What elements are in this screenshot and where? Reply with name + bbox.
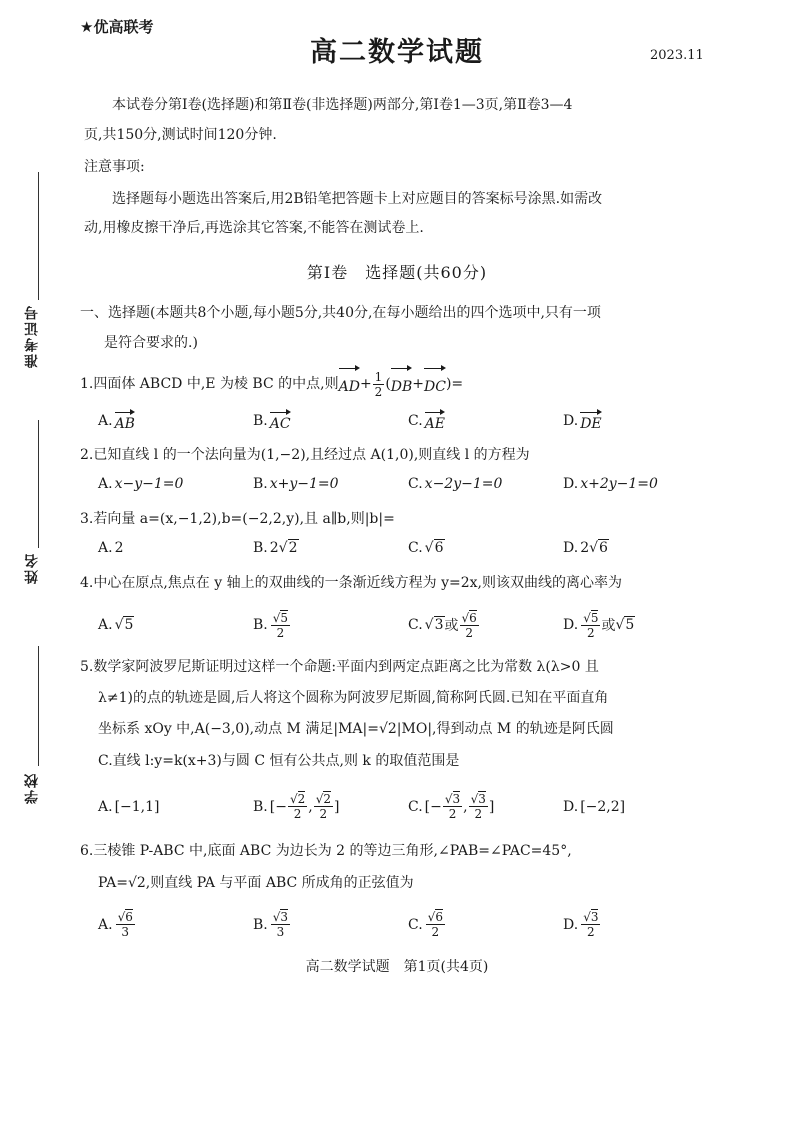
q6-option-b [253,910,408,939]
option-label: D. [563,540,579,556]
denominator: 3 [121,925,130,939]
question-5-line-3: 坐标系 xOy 中,A(−3,0),动点 M 满足|MA|=√2|MO|,得到动点 M 的轨迹是阿氏圆 [98,721,614,737]
option-label: A. [98,413,113,429]
q6-option-c [408,910,563,939]
q3-option-c [408,540,563,556]
question-4-stem: 4.中心在原点,焦点在 y 轴上的双曲线的一条渐近线方程为 y=2x,则该双曲线的离心率为 [80,575,622,591]
option-label: B. [253,617,268,633]
numerator: √3 [272,910,289,924]
fraction [460,611,479,640]
q4-option-c [408,611,563,640]
bracket-close: ] [488,798,495,815]
q1-plus-2: + [412,376,425,392]
bracket-open: [− [424,798,442,815]
q1-vector-db: DB [391,366,413,402]
question-6-options [98,910,718,939]
option-text: [−2,2] [580,798,626,815]
side-line-middle [38,420,39,548]
comma: , [463,798,468,815]
q3-option-a [98,540,253,556]
question-6-line-1: 6.三棱锥 P-ABC 中,底面 ABC 为边长为 2 的等边三角形,∠PAB=∠PAC=45°, [80,843,572,859]
question-5-line-2: λ≠1)的点的轨迹是圆,后人将这个圆称为阿波罗尼斯圆,简称阿氏圆.已知在平面直角 [98,690,609,706]
radicand: 2 [288,540,298,556]
name-label: 姓名 [24,552,40,584]
option-coef: 2 [114,540,124,556]
q2-option-b [253,476,408,492]
section-title: 第Ⅰ卷 选择题(共60分) [306,263,488,282]
q1-vector-dc: DC [424,366,446,402]
radicand: 5 [124,617,134,633]
comma: , [308,798,313,815]
question-1-stem [80,366,710,402]
q1-option-b [253,410,408,432]
option-label: C. [408,413,423,429]
question-5-line-4: C.直线 l:y=k(x+3)与圆 C 恒有公共点,则 k 的取值范围是 [98,753,460,769]
option-coef: 2 [580,540,590,556]
intro-line-2: 页,共150分,测试时间120分钟. [84,127,277,143]
denominator: 2 [293,807,302,821]
or-text: 或 [601,618,616,634]
question-4-options [98,610,718,640]
q3-option-b [253,540,408,556]
radicand: 5 [625,617,635,633]
option-text: x+y−1=0 [269,476,339,492]
q1-paren-open: ( [385,376,391,392]
exam-date: 2023.11 [650,48,704,63]
question-2-stem: 2.已知直线 l 的一个法向量为(1,−2),且经过点 A(1,0),则直线 l 的方程为 [80,447,530,463]
denominator: 2 [431,925,440,939]
brand-label: ★优高联考 [80,18,154,36]
radicand: 6 [469,610,477,625]
radicand: 2 [323,792,331,806]
q5-option-a [98,799,253,815]
sqrt-symbol: √5 [615,617,635,633]
fraction [288,792,307,821]
fraction [469,792,488,821]
numerator: √2 [315,792,331,806]
question-1-options [98,410,718,432]
q1-half-den: 2 [374,384,383,399]
exam-id-label: 准考证号 [24,304,40,368]
option-coef: 2 [269,540,279,556]
option-label: C. [408,476,423,492]
option-label: C. [408,916,423,933]
numerator: √6 [461,610,477,625]
denominator: 2 [319,807,328,821]
q1-paren-close: )= [445,376,464,392]
denominator: 2 [587,625,595,640]
denominator: 3 [276,925,285,939]
sqrt-symbol: √6 [424,540,444,556]
q2-option-a [98,476,253,492]
fraction [443,792,462,821]
option-text: x−y−1=0 [114,476,184,492]
q1-plus: + [359,376,372,392]
side-line-bottom [38,646,39,766]
sqrt-symbol: √6 [589,540,608,556]
radicand: 5 [590,610,599,625]
option-label: A. [98,476,113,492]
page-footer: 高二数学试题 第1页(共4页) [305,959,489,975]
option-vector: AB [115,410,135,432]
denominator: 2 [465,625,473,640]
radicand: 6 [435,910,443,924]
radicand: 5 [280,611,289,625]
radicand: 2 [297,792,306,806]
q1-vector-ad: AD [339,366,360,402]
fraction [271,910,290,939]
notice-line-2: 动,用橡皮擦干净后,再选涂其它答案,不能答在测试卷上. [84,220,424,236]
numerator: √6 [117,910,133,924]
numerator: √3 [444,792,461,806]
q1-option-d [563,410,718,432]
option-label: D. [563,413,579,429]
radicand: 6 [599,540,608,556]
radicand: 6 [434,540,444,556]
question-3-options [98,540,718,556]
bracket-open: [− [269,798,287,815]
denominator: 2 [448,807,457,821]
question-5-line-1: 5.数学家阿波罗尼斯证明过这样一个命题:平面内到两定点距离之比为常数 λ(λ>0 且 [80,659,599,675]
bracket-close: ] [334,798,340,815]
q6-option-a [98,910,253,939]
page-title: 高二数学试题 [310,37,484,68]
option-text: x+2y−1=0 [580,476,658,492]
numerator: √5 [272,611,289,625]
option-vector: AE [425,410,445,432]
option-text: x−2y−1=0 [424,476,503,492]
notice-title: 注意事项: [84,159,145,175]
q5-option-d [563,799,718,815]
question-2-options [98,476,718,492]
denominator: 2 [276,626,285,640]
intro-line-1: 本试卷分第Ⅰ卷(选择题)和第Ⅱ卷(非选择题)两部分,第Ⅰ卷1—3页,第Ⅱ卷3—4 [112,97,573,113]
fraction [581,611,600,640]
radicand: 3 [452,792,461,806]
sqrt-symbol: √5 [114,617,134,633]
question-5-options [98,792,718,821]
fraction [581,910,600,939]
option-label: D. [563,476,579,492]
radicand: 6 [125,910,133,924]
fraction [314,792,333,821]
denominator: 2 [587,925,595,939]
option-label: D. [563,798,579,815]
q4-option-a [98,617,253,633]
question-3-stem: 3.若向量 a=(x,−1,2),b=(−2,2,y),且 a∥b,则|b|= [80,511,395,527]
q4-option-b [253,610,408,640]
q5-option-c [408,792,563,821]
q5-option-b [253,792,408,821]
q1-option-a [98,410,253,432]
notice-line-1: 选择题每小题选出答案后,用2B铅笔把答题卡上对应题目的答案标号涂黑.如需改 [112,191,603,207]
option-label: D. [563,916,579,933]
q1-half-fraction [373,370,385,399]
q4-option-d [563,611,718,640]
school-label: 学校 [24,772,40,804]
q2-option-d [563,476,718,492]
sqrt-symbol: √2 [278,540,298,556]
option-label: B. [253,413,268,429]
section-instruction-1: 一、选择题(本题共8个小题,每小题5分,共40分,在每小题给出的四个选项中,只有一项 [80,305,601,321]
radicand: 3 [590,910,599,924]
option-label: C. [408,617,423,633]
denominator: 2 [474,807,483,821]
fraction [116,910,135,939]
q1-half-num: 1 [374,369,383,384]
radicand: 3 [280,910,289,924]
option-label: D. [563,617,579,633]
numerator: √3 [470,792,486,806]
option-vector: AC [270,410,291,432]
radicand: 3 [434,617,444,633]
option-label: B. [253,540,268,556]
q2-option-c [408,476,563,492]
numerator: √5 [583,610,599,625]
radicand: 3 [478,792,486,806]
option-text: [−1,1] [114,798,160,815]
q6-option-d [563,910,718,939]
numerator: √2 [289,792,306,806]
or-text: 或 [444,618,459,634]
option-label: C. [408,540,423,556]
section-instruction-2: 是符合要求的.) [104,335,198,351]
question-6-line-2: PA=√2,则直线 PA 与平面 ABC 所成角的正弦值为 [98,875,414,891]
fraction [271,610,290,640]
fraction [426,910,445,939]
option-label: C. [408,798,423,815]
q3-option-d [563,540,718,556]
option-label: A. [98,540,113,556]
option-label: B. [253,798,268,815]
q1-stem-text: 1.四面体 ABCD 中,E 为棱 BC 的中点,则 [80,376,339,392]
option-label: A. [98,798,113,815]
option-label: B. [253,916,268,933]
option-label: B. [253,476,268,492]
numerator: √6 [427,910,443,924]
q1-option-c [408,410,563,432]
numerator: √3 [583,910,599,924]
sqrt-symbol: √3 [424,617,444,633]
option-vector: DE [580,410,601,432]
option-label: A. [98,916,113,933]
option-label: A. [98,617,113,633]
